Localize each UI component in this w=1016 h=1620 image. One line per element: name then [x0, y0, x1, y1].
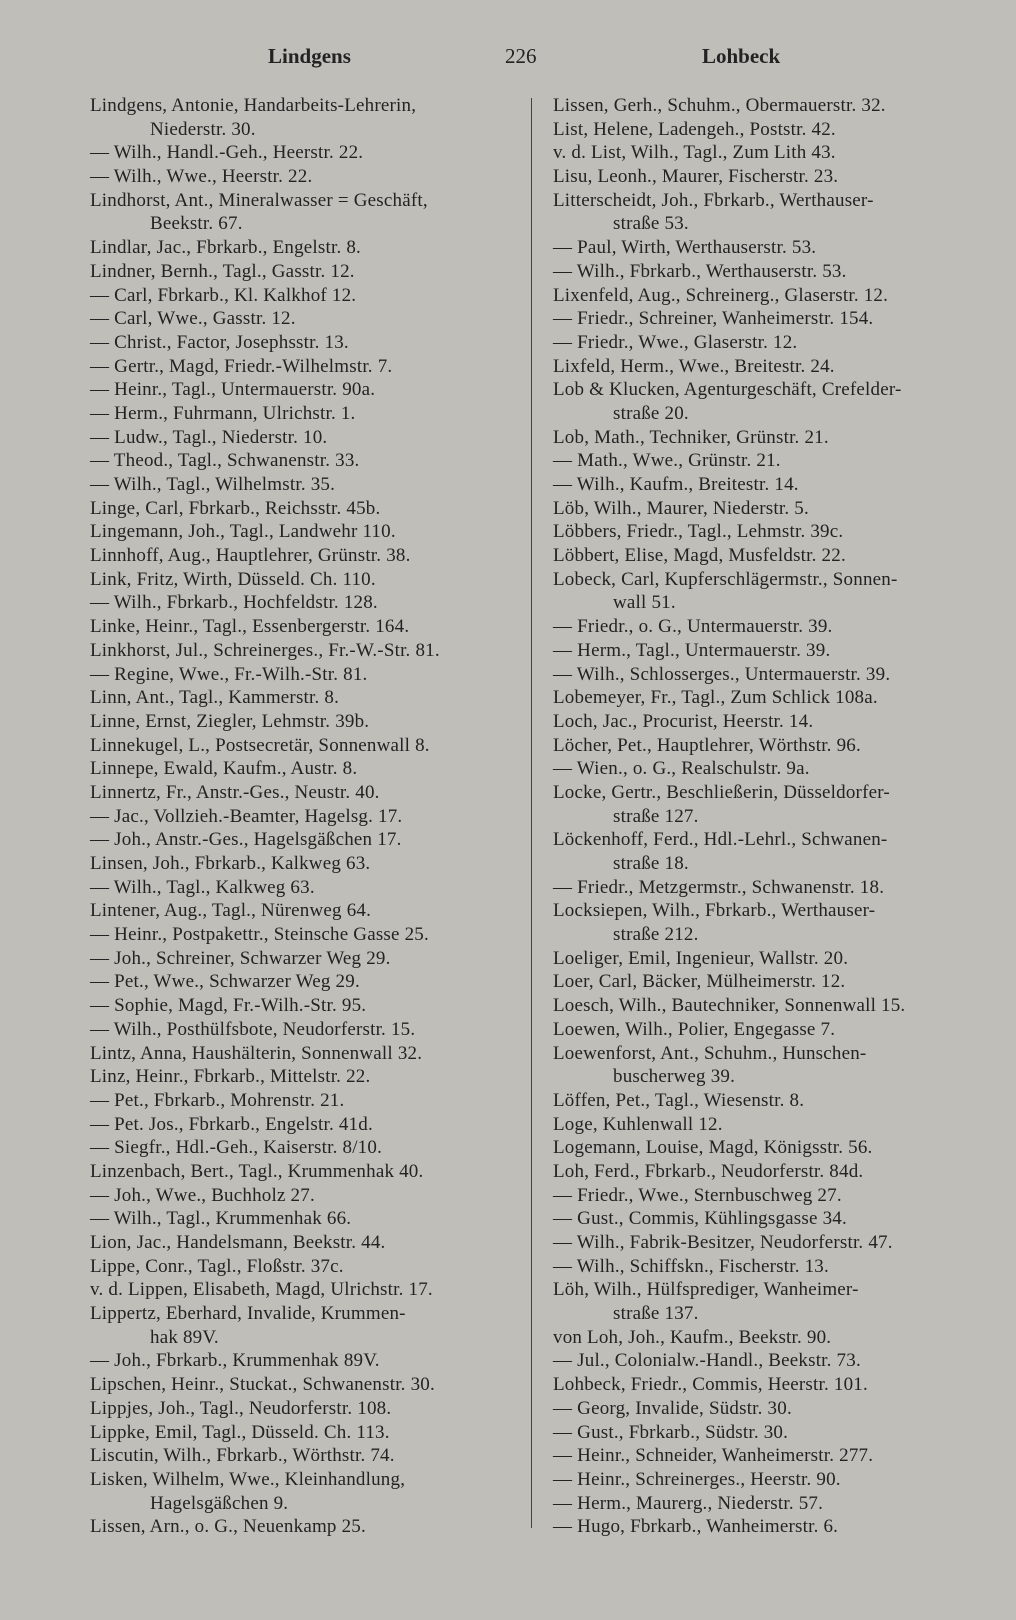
directory-entry: Locke, Gertr., Beschließerin, Düsseldorfer- [553, 781, 890, 803]
entry-continuation: hak 89V. [150, 1326, 219, 1348]
directory-entry: — Friedr., Wwe., Sternbuschweg 27. [553, 1184, 842, 1206]
directory-entry: Loewen, Wilh., Polier, Engegasse 7. [553, 1018, 836, 1040]
directory-entry: Löb, Wilh., Maurer, Niederstr. 5. [553, 497, 809, 519]
directory-entry: — Paul, Wirth, Werthauserstr. 53. [553, 237, 817, 259]
directory-entry: Linnepe, Ewald, Kaufm., Austr. 8. [90, 758, 358, 780]
column-divider [531, 98, 532, 1528]
directory-entry: — Joh., Wwe., Buchholz 27. [90, 1184, 315, 1206]
directory-entry: — Pet. Jos., Fbrkarb., Engelstr. 41d. [90, 1113, 373, 1135]
directory-entry: — Friedr., o. G., Untermauerstr. 39. [553, 616, 833, 638]
directory-entry: — Friedr., Wwe., Glaserstr. 12. [553, 331, 798, 353]
directory-entry: Linnekugel, L., Postsecretär, Sonnenwall 8. [90, 734, 430, 756]
directory-entry: Löbbers, Friedr., Tagl., Lehmstr. 39c. [553, 521, 844, 543]
directory-entry: — Georg, Invalide, Südstr. 30. [553, 1397, 792, 1419]
directory-entry: Linke, Heinr., Tagl., Essenbergerstr. 164. [90, 616, 410, 638]
directory-entry: Loch, Jac., Procurist, Heerstr. 14. [553, 710, 814, 732]
directory-entry: Loer, Carl, Bäcker, Mülheimerstr. 12. [553, 971, 846, 993]
entry-continuation: straße 137. [613, 1303, 699, 1325]
directory-entry: Logemann, Louise, Magd, Königsstr. 56. [553, 1137, 873, 1159]
directory-entry: — Pet., Fbrkarb., Mohrenstr. 21. [90, 1089, 345, 1111]
entry-continuation: straße 20. [613, 402, 689, 424]
directory-entry: — Wilh., Kaufm., Breitestr. 14. [553, 474, 799, 495]
directory-entry: Linnertz, Fr., Anstr.-Ges., Neustr. 40. [90, 781, 380, 803]
directory-entry: Lob & Klucken, Agenturgeschäft, Crefelder- [553, 379, 902, 401]
directory-entry: v. d. List, Wilh., Tagl., Zum Lith 43. [553, 142, 836, 164]
directory-entry: Lohbeck, Friedr., Commis, Heerstr. 101. [553, 1374, 868, 1396]
directory-entry: — Wilh., Posthülfsbote, Neudorferstr. 15. [90, 1018, 416, 1040]
directory-entry: Loge, Kuhlenwall 12. [553, 1113, 723, 1135]
right-column [553, 94, 983, 1539]
directory-entry: — Wilh., Tagl., Krummenhak 66. [90, 1208, 352, 1230]
directory-entry: List, Helene, Ladengeh., Poststr. 42. [553, 118, 836, 140]
directory-entry: Lippertz, Eberhard, Invalide, Krummen- [90, 1303, 406, 1325]
directory-entry: — Wilh., Tagl., Kalkweg 63. [90, 876, 315, 898]
directory-entry: — Siegfr., Hdl.-Geh., Kaiserstr. 8/10. [90, 1137, 383, 1159]
directory-entry: — Herm., Maurerg., Niederstr. 57. [553, 1492, 824, 1514]
entry-continuation: Beekstr. 67. [150, 213, 243, 235]
directory-entry: — Regine, Wwe., Fr.-Wilh.-Str. 81. [90, 663, 368, 685]
directory-entry: Lobemeyer, Fr., Tagl., Zum Schlick 108a. [553, 687, 878, 709]
directory-entry: Lippke, Emil, Tagl., Düsseld. Ch. 113. [90, 1421, 390, 1443]
directory-entry: Loeliger, Emil, Ingenieur, Wallstr. 20. [553, 947, 849, 969]
directory-entry: Lion, Jac., Handelsmann, Beekstr. 44. [90, 1232, 386, 1253]
directory-entry: Linkhorst, Jul., Schreinerges., Fr.-W.-Str. 81. [90, 639, 440, 661]
entry-continuation: Hagelsgäßchen 9. [150, 1492, 289, 1514]
directory-entry: Loh, Ferd., Fbrkarb., Neudorferstr. 84d. [553, 1160, 864, 1182]
directory-entry: — Carl, Wwe., Gasstr. 12. [90, 308, 296, 330]
directory-entry: — Gertr., Magd, Friedr.-Wilhelmstr. 7. [90, 355, 393, 377]
directory-entry: — Math., Wwe., Grünstr. 21. [553, 450, 781, 472]
directory-entry: Löbbert, Elise, Magd, Musfeldstr. 22. [553, 545, 846, 567]
directory-entry: — Herm., Fuhrmann, Ulrichstr. 1. [90, 402, 356, 424]
directory-entry: — Jac., Vollzieh.-Beamter, Hagelsg. 17. [90, 805, 403, 827]
directory-entry: v. d. Lippen, Elisabeth, Magd, Ulrichstr. 17. [90, 1279, 433, 1301]
directory-entry: — Theod., Tagl., Schwanenstr. 33. [90, 450, 360, 472]
directory-entry: — Gust., Commis, Kühlingsgasse 34. [553, 1208, 847, 1230]
directory-entry: — Joh., Schreiner, Schwarzer Weg 29. [90, 947, 391, 969]
directory-entry: — Herm., Tagl., Untermauerstr. 39. [553, 639, 831, 661]
directory-entry: Lixfeld, Herm., Wwe., Breitestr. 24. [553, 355, 835, 377]
entry-continuation: wall 51. [613, 592, 676, 614]
directory-entry: — Wilh., Fabrik-Besitzer, Neudorferstr. 47. [553, 1232, 893, 1253]
directory-entry: Lindhorst, Ant., Mineralwasser = Geschäft, [90, 189, 428, 211]
entry-continuation: Niederstr. 30. [150, 118, 256, 140]
directory-entry: Lingemann, Joh., Tagl., Landwehr 110. [90, 521, 396, 543]
directory-entry: Loesch, Wilh., Bautechniker, Sonnenwall 15. [553, 995, 906, 1017]
directory-entry: Linge, Carl, Fbrkarb., Reichsstr. 45b. [90, 497, 381, 519]
directory-entry: Lixenfeld, Aug., Schreinerg., Glaserstr. 12. [553, 284, 889, 306]
directory-entry: Linzenbach, Bert., Tagl., Krummenhak 40. [90, 1160, 424, 1182]
directory-entry: Lippe, Conr., Tagl., Floßstr. 37c. [90, 1255, 344, 1277]
directory-entry: — Gust., Fbrkarb., Südstr. 30. [553, 1421, 789, 1443]
directory-entry: von Loh, Joh., Kaufm., Beekstr. 90. [553, 1326, 832, 1348]
directory-entry: — Wilh., Schiffskn., Fischerstr. 13. [553, 1255, 829, 1277]
directory-entry: — Friedr., Schreiner, Wanheimerstr. 154. [553, 308, 874, 330]
running-head-left: Lindgens [268, 44, 351, 68]
entry-continuation: straße 53. [613, 213, 689, 235]
directory-entry: — Hugo, Fbrkarb., Wanheimerstr. 6. [553, 1516, 839, 1538]
directory-entry: — Wien., o. G., Realschulstr. 9a. [553, 758, 810, 780]
entry-continuation: buscherweg 39. [613, 1066, 736, 1088]
directory-entry: Lissen, Gerh., Schuhm., Obermauerstr. 32. [553, 95, 886, 116]
directory-entry: Lindgens, Antonie, Handarbeits-Lehrerin, [90, 95, 417, 116]
directory-entry: — Jul., Colonialw.-Handl., Beekstr. 73. [553, 1350, 861, 1372]
directory-entry: — Ludw., Tagl., Niederstr. 10. [90, 426, 328, 448]
entry-continuation: straße 18. [613, 853, 689, 874]
directory-entry: — Sophie, Magd, Fr.-Wilh.-Str. 95. [90, 995, 367, 1017]
directory-entry: Linn, Ant., Tagl., Kammerstr. 8. [90, 687, 340, 709]
directory-entry: Litterscheidt, Joh., Fbrkarb., Werthauser- [553, 189, 874, 211]
directory-entry: — Wilh., Fbrkarb., Hochfeldstr. 128. [90, 592, 378, 614]
directory-entry: Lob, Math., Techniker, Grünstr. 21. [553, 426, 829, 448]
directory-entry: Locksiepen, Wilh., Fbrkarb., Werthauser- [553, 900, 876, 922]
directory-entry: Löckenhoff, Ferd., Hdl.-Lehrl., Schwanen- [553, 829, 888, 851]
directory-entry: — Heinr., Schreinerges., Heerstr. 90. [553, 1468, 841, 1490]
directory-entry: — Wilh., Schlosserges., Untermauerstr. 39. [553, 663, 891, 685]
directory-entry: Linne, Ernst, Ziegler, Lehmstr. 39b. [90, 710, 370, 732]
directory-entry: Liscutin, Wilh., Fbrkarb., Wörthstr. 74. [90, 1445, 395, 1467]
directory-entry: — Friedr., Metzgermstr., Schwanenstr. 18. [553, 876, 885, 898]
entry-continuation: straße 127. [613, 805, 699, 827]
directory-entry: — Heinr., Postpakettr., Steinsche Gasse 25. [90, 924, 429, 946]
entry-continuation: straße 212. [613, 924, 699, 946]
directory-entry: — Christ., Factor, Josephsstr. 13. [90, 331, 349, 353]
directory-entry: — Heinr., Tagl., Untermauerstr. 90a. [90, 379, 376, 401]
directory-entry: Löffen, Pet., Tagl., Wiesenstr. 8. [553, 1089, 805, 1111]
directory-entry: — Wilh., Fbrkarb., Werthauserstr. 53. [553, 260, 847, 282]
directory-entry: Lintz, Anna, Haushälterin, Sonnenwall 32. [90, 1042, 423, 1064]
directory-entry: Löcher, Pet., Hauptlehrer, Wörthstr. 96. [553, 734, 861, 756]
directory-entry: — Joh., Fbrkarb., Krummenhak 89V. [90, 1350, 380, 1372]
directory-entry: Linz, Heinr., Fbrkarb., Mittelstr. 22. [90, 1066, 371, 1088]
directory-entry: Lindner, Bernh., Tagl., Gasstr. 12. [90, 260, 355, 282]
directory-entry: Lindlar, Jac., Fbrkarb., Engelstr. 8. [90, 237, 361, 259]
running-head-right: Lohbeck [702, 44, 781, 68]
directory-entry: — Joh., Anstr.-Ges., Hagelsgäßchen 17. [90, 829, 402, 851]
directory-entry: Loewenforst, Ant., Schuhm., Hunschen- [553, 1042, 867, 1064]
directory-entry: Lippjes, Joh., Tagl., Neudorferstr. 108. [90, 1397, 392, 1419]
directory-entry: — Pet., Wwe., Schwarzer Weg 29. [90, 971, 360, 993]
directory-entry: Lisu, Leonh., Maurer, Fischerstr. 23. [553, 166, 839, 188]
directory-entry: Löh, Wilh., Hülfsprediger, Wanheimer- [553, 1279, 859, 1301]
directory-entry: — Carl, Fbrkarb., Kl. Kalkhof 12. [90, 284, 357, 306]
directory-entry: Lisken, Wilhelm, Wwe., Kleinhandlung, [90, 1468, 406, 1490]
left-column [90, 94, 520, 1539]
directory-entry: Lissen, Arn., o. G., Neuenkamp 25. [90, 1516, 366, 1538]
directory-entry: Lintener, Aug., Tagl., Nürenweg 64. [90, 900, 372, 922]
page-number: 226 [505, 44, 537, 68]
directory-entry: — Wilh., Tagl., Wilhelmstr. 35. [90, 474, 336, 495]
directory-entry: — Wilh., Wwe., Heerstr. 22. [90, 166, 313, 188]
directory-entry: — Wilh., Handl.-Geh., Heerstr. 22. [90, 142, 364, 164]
directory-entry: Link, Fritz, Wirth, Düsseld. Ch. 110. [90, 568, 376, 590]
directory-entry: — Heinr., Schneider, Wanheimerstr. 277. [553, 1445, 874, 1467]
directory-entry: Linsen, Joh., Fbrkarb., Kalkweg 63. [90, 853, 371, 874]
directory-entry: Linnhoff, Aug., Hauptlehrer, Grünstr. 38. [90, 545, 411, 567]
directory-entry: Lipschen, Heinr., Stuckat., Schwanenstr. 30. [90, 1374, 435, 1396]
directory-entry: Lobeck, Carl, Kupferschlägermstr., Sonnen- [553, 568, 898, 590]
